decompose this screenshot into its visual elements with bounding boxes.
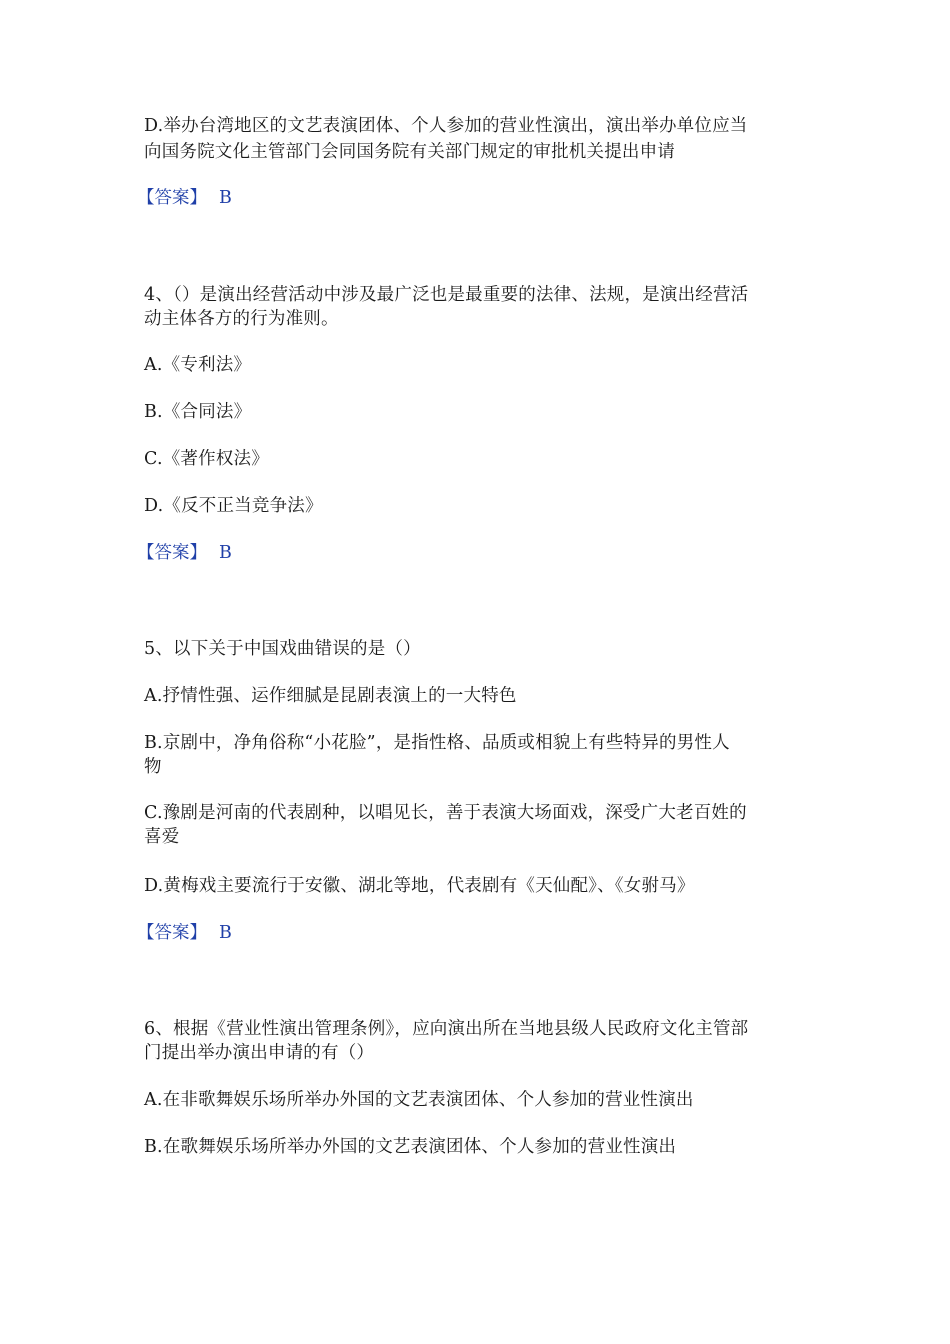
q4-option-d: D.《反不正当竞争法》 (144, 496, 323, 516)
q6-stem-line1: 6、根据《营业性演出管理条例》，应向演出所在当地县级人民政府文化主管部 (144, 1019, 749, 1039)
q5-stem: 5、以下关于中国戏曲错误的是（） (144, 639, 421, 659)
q6-stem-line2: 门提出举办演出申请的有（） (144, 1043, 375, 1063)
q3-option-d-line1: D.举办台湾地区的文艺表演团体、个人参加的营业性演出，演出举办单位应当 (144, 116, 748, 136)
q5-option-b-line1: B.京剧中，净角俗称“小花脸”，是指性格、品质或相貌上有些特异的男性人 (144, 733, 730, 753)
q4-answer (137, 541, 232, 565)
q3-answer (137, 186, 232, 210)
answer-value: B (219, 188, 232, 208)
q6-option-b: B.在歌舞娱乐场所举办外国的文艺表演团体、个人参加的营业性演出 (144, 1137, 677, 1157)
q5-option-b-line2: 物 (144, 757, 162, 777)
q4-stem-line2: 动主体各方的行为准则。 (144, 309, 339, 329)
answer-label: 【答案】 (137, 543, 207, 563)
answer-label: 【答案】 (137, 923, 207, 943)
q5-option-d: D.黄梅戏主要流行于安徽、湖北等地，代表剧有《天仙配》、《女驸马》 (144, 876, 695, 896)
q4-option-b: B.《合同法》 (144, 402, 252, 422)
q4-stem-line1: 4、（）是演出经营活动中涉及最广泛也是最重要的法律、法规，是演出经营活 (144, 285, 749, 305)
q4-option-c: C.《著作权法》 (144, 449, 269, 469)
q3-option-d-line2: 向国务院文化主管部门会同国务院有关部门规定的审批机关提出申请 (144, 142, 675, 162)
q6-option-a: A.在非歌舞娱乐场所举办外国的文艺表演团体、个人参加的营业性演出 (144, 1090, 694, 1110)
q5-option-c-line1: C.豫剧是河南的代表剧种，以唱见长，善于表演大场面戏，深受广大老百姓的 (144, 803, 747, 823)
q5-answer (137, 921, 232, 945)
q5-option-a: A.抒情性强、运作细腻是昆剧表演上的一大特色 (144, 686, 517, 706)
answer-value: B (219, 923, 232, 943)
answer-value: B (219, 543, 232, 563)
answer-label: 【答案】 (137, 188, 207, 208)
q5-option-c-line2: 喜爱 (144, 827, 180, 847)
q4-option-a: A.《专利法》 (144, 355, 252, 375)
